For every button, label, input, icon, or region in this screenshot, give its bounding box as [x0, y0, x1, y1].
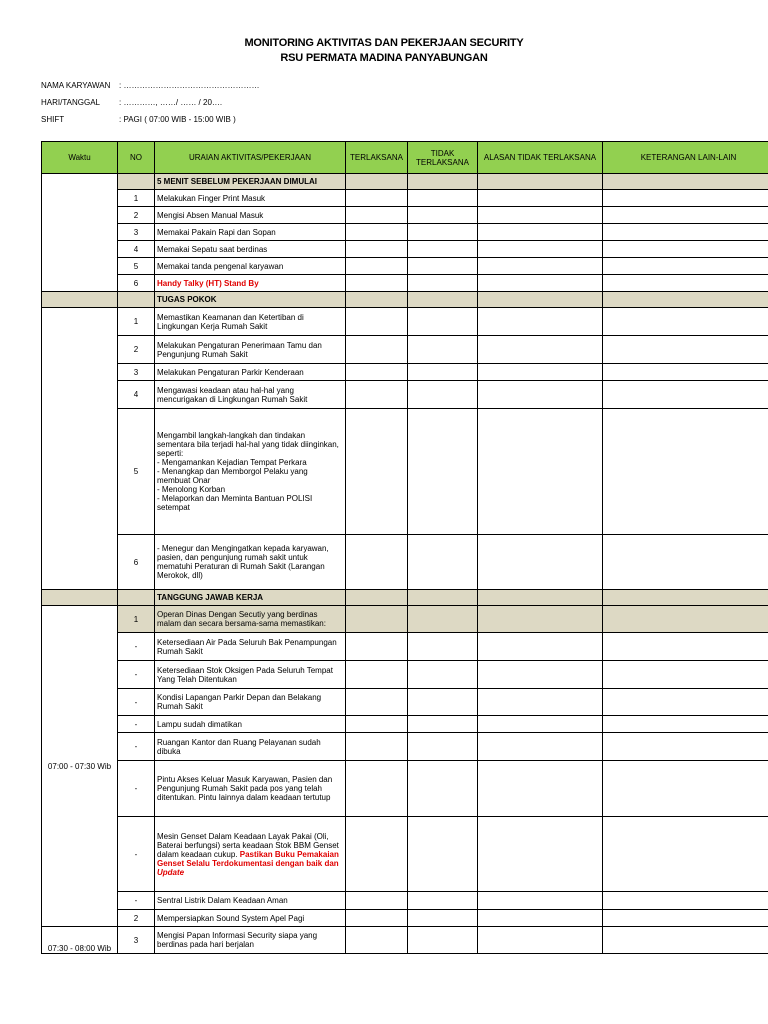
- row-no: -: [118, 633, 155, 661]
- tidak-cell[interactable]: [408, 910, 478, 927]
- alasan-cell[interactable]: [478, 207, 603, 224]
- keterangan-cell[interactable]: [603, 892, 768, 910]
- row-no: 2: [118, 336, 155, 364]
- tidak-cell[interactable]: [408, 633, 478, 661]
- row-no: -: [118, 817, 155, 892]
- row-text: - Menegur dan Mengingatkan kepada karyawan, pasien, dan pengunjung rumah sakit untuk mematuhi Peraturan di Rumah Sakit (Larangan Merokok, dll): [155, 535, 346, 590]
- meta-nama: [41, 81, 259, 90]
- header-no: NO: [118, 142, 155, 174]
- row-text: Mengisi Papan Informasi Security siapa yang berdinas pada hari berjalan: [155, 927, 346, 954]
- keterangan-cell[interactable]: [603, 381, 768, 409]
- row-text: Ruangan Kantor dan Ruang Pelayanan sudah dibuka: [155, 733, 346, 761]
- terlaksana-cell[interactable]: [346, 716, 408, 733]
- keterangan-cell[interactable]: [603, 716, 768, 733]
- row-text-genset: [155, 817, 346, 892]
- table-row: [42, 241, 768, 258]
- tidak-cell[interactable]: [408, 381, 478, 409]
- row-text: Melakukan Pengaturan Penerimaan Tamu dan Pengunjung Rumah Sakit: [155, 336, 346, 364]
- row-no: 5: [118, 258, 155, 275]
- alasan-cell[interactable]: [478, 927, 603, 954]
- table-row: [42, 910, 768, 927]
- row-text: Mempersiapkan Sound System Apel Pagi: [155, 910, 346, 927]
- table-row: [42, 535, 768, 590]
- row-no: 4: [118, 381, 155, 409]
- row-text: Ketersediaan Stok Oksigen Pada Seluruh Tempat Yang Telah Ditentukan: [155, 661, 346, 689]
- tidak-cell[interactable]: [408, 927, 478, 954]
- table-row: [42, 364, 768, 381]
- nama-value: : ……………………………………………: [119, 81, 260, 90]
- section-label: TANGGUNG JAWAB KERJA: [155, 590, 346, 606]
- section-label: 5 MENIT SEBELUM PEKERJAAN DIMULAI: [155, 174, 346, 190]
- table-row: [42, 927, 768, 954]
- tidak-cell[interactable]: [408, 207, 478, 224]
- header-waktu: Waktu: [42, 142, 118, 174]
- keterangan-cell[interactable]: [603, 409, 768, 535]
- tidak-cell[interactable]: [408, 661, 478, 689]
- shift-value: : PAGI ( 07:00 WIB - 15:00 WIB ): [119, 115, 236, 124]
- keterangan-cell[interactable]: [603, 241, 768, 258]
- alasan-cell[interactable]: [478, 409, 603, 535]
- keterangan-cell[interactable]: [603, 308, 768, 336]
- table-row: [42, 733, 768, 761]
- activity-table: [41, 141, 768, 954]
- tidak-cell[interactable]: [408, 892, 478, 910]
- waktu-cell: 07:00 - 07:30 Wib: [42, 606, 118, 927]
- document-subtitle: RSU PERMATA MADINA PANYABUNGAN: [280, 52, 488, 64]
- meta-shift: [41, 115, 236, 124]
- alasan-cell[interactable]: [478, 817, 603, 892]
- terlaksana-cell[interactable]: [346, 633, 408, 661]
- terlaksana-cell[interactable]: [346, 190, 408, 207]
- alasan-cell[interactable]: [478, 910, 603, 927]
- hari-value: : …………, ……/ …… / 20….: [119, 98, 223, 107]
- terlaksana-cell[interactable]: [346, 308, 408, 336]
- row-no: -: [118, 761, 155, 817]
- tidak-cell[interactable]: [408, 258, 478, 275]
- tidak-cell[interactable]: [408, 716, 478, 733]
- genset-text: Mesin Genset Dalam Keadaan Layak Pakai (Oli, Baterai berfungsi) serta keadaan Stok BBM Genset dalam keadaan cukup.: [157, 831, 339, 859]
- alasan-cell[interactable]: [478, 364, 603, 381]
- keterangan-cell[interactable]: [603, 275, 768, 292]
- row-text: Lampu sudah dimatikan: [155, 716, 346, 733]
- alasan-cell[interactable]: [478, 275, 603, 292]
- tidak-cell[interactable]: [408, 761, 478, 817]
- alasan-cell[interactable]: [478, 661, 603, 689]
- tidak-cell[interactable]: [408, 308, 478, 336]
- terlaksana-cell[interactable]: [346, 689, 408, 716]
- row-text: Melakukan Finger Print Masuk: [155, 190, 346, 207]
- row-text: Memastikan Keamanan dan Ketertiban di Lingkungan Kerja Rumah Sakit: [155, 308, 346, 336]
- row-text: Melakukan Pengaturan Parkir Kenderaan: [155, 364, 346, 381]
- keterangan-cell[interactable]: [603, 224, 768, 241]
- header-uraian: URAIAN AKTIVITAS/PEKERJAAN: [155, 142, 346, 174]
- keterangan-cell[interactable]: [603, 258, 768, 275]
- terlaksana-cell[interactable]: [346, 258, 408, 275]
- keterangan-cell[interactable]: [603, 190, 768, 207]
- terlaksana-cell[interactable]: [346, 761, 408, 817]
- terlaksana-cell[interactable]: [346, 927, 408, 954]
- table-row: [42, 336, 768, 364]
- genset-update: Update: [157, 867, 185, 877]
- table-row: [42, 207, 768, 224]
- row-text: Kondisi Lapangan Parkir Depan dan Belakang Rumah Sakit: [155, 689, 346, 716]
- tidak-cell[interactable]: [408, 689, 478, 716]
- table-row: [42, 224, 768, 241]
- alasan-cell[interactable]: [478, 258, 603, 275]
- row-text: Ketersediaan Air Pada Seluruh Bak Penampungan Rumah Sakit: [155, 633, 346, 661]
- alasan-cell[interactable]: [478, 716, 603, 733]
- alasan-cell[interactable]: [478, 336, 603, 364]
- row-text: Operan Dinas Dengan Secutiy yang berdinas malam dan secara bersama-sama memastikan:: [155, 606, 346, 633]
- tidak-cell[interactable]: [408, 409, 478, 535]
- row-no: 6: [118, 535, 155, 590]
- terlaksana-cell[interactable]: [346, 733, 408, 761]
- keterangan-cell[interactable]: [603, 661, 768, 689]
- row-text: Memakai Pakain Rapi dan Sopan: [155, 224, 346, 241]
- row-no: 5: [118, 409, 155, 535]
- row-no: 1: [118, 308, 155, 336]
- terlaksana-cell[interactable]: [346, 364, 408, 381]
- tidak-cell[interactable]: [408, 733, 478, 761]
- header-alasan: ALASAN TIDAK TERLAKSANA: [478, 142, 603, 174]
- row-no: 2: [118, 207, 155, 224]
- alasan-cell[interactable]: [478, 633, 603, 661]
- keterangan-cell[interactable]: [603, 207, 768, 224]
- row-no: -: [118, 733, 155, 761]
- table-row: [42, 308, 768, 336]
- header-keterangan: KETERANGAN LAIN-LAIN: [603, 142, 768, 174]
- row-no: 3: [118, 927, 155, 954]
- header-terlaksana: TERLAKSANA: [346, 142, 408, 174]
- shift-label: SHIFT: [41, 115, 65, 124]
- table-row: [42, 190, 768, 207]
- table-row: [42, 633, 768, 661]
- alasan-cell[interactable]: [478, 190, 603, 207]
- keterangan-cell[interactable]: [603, 535, 768, 590]
- terlaksana-cell[interactable]: [346, 207, 408, 224]
- terlaksana-cell[interactable]: [346, 910, 408, 927]
- keterangan-cell[interactable]: [603, 733, 768, 761]
- table-row: [42, 817, 768, 892]
- alasan-cell[interactable]: [478, 224, 603, 241]
- keterangan-cell[interactable]: [603, 761, 768, 817]
- waktu-cell: [42, 174, 118, 292]
- tidak-cell[interactable]: [408, 275, 478, 292]
- row-no: 4: [118, 241, 155, 258]
- row-no: 2: [118, 910, 155, 927]
- section-row: [42, 590, 768, 606]
- row-no: -: [118, 689, 155, 716]
- row-text: Sentral Listrik Dalam Keadaan Aman: [155, 892, 346, 910]
- section-row: [42, 174, 768, 190]
- table-row: [42, 761, 768, 817]
- alasan-cell[interactable]: [478, 761, 603, 817]
- meta-hari: [41, 98, 222, 107]
- row-text: Mengambil langkah-langkah dan tindakan sementara bila terjadi hal-hal yang tidak diinginkan, seperti: - Mengamankan Kejadian Tempat Perkara - Menangkap dan Memborgol Pelaku yang membuat Onar - Menolong Korban - Melaporkan dan Meminta Bantuan POLISI setempat: [155, 409, 346, 535]
- table-row: [42, 716, 768, 733]
- row-no: 6: [118, 275, 155, 292]
- genset-warning: Pastikan Buku Pemakaian Genset Selalu Terdokumentasi dengan baik dan: [157, 849, 339, 868]
- tidak-cell[interactable]: [408, 190, 478, 207]
- waktu-cell: [42, 308, 118, 590]
- table-row: [42, 258, 768, 275]
- row-no: -: [118, 892, 155, 910]
- alasan-cell[interactable]: [478, 689, 603, 716]
- alasan-cell[interactable]: [478, 733, 603, 761]
- row-text: Mengawasi keadaan atau hal-hal yang mencurigakan di Lingkungan Rumah Sakit: [155, 381, 346, 409]
- terlaksana-cell[interactable]: [346, 535, 408, 590]
- keterangan-cell[interactable]: [603, 364, 768, 381]
- tidak-cell[interactable]: [408, 364, 478, 381]
- row-no: 3: [118, 364, 155, 381]
- row-text: Mengisi Absen Manual Masuk: [155, 207, 346, 224]
- waktu-cell: 07:30 - 08:00 Wib: [42, 927, 118, 954]
- row-text: Pintu Akses Keluar Masuk Karyawan, Pasien dan Pengunjung Rumah Sakit pada pos yang telah ditentukan. Pintu lainnya dalam keadaan tertutup: [155, 761, 346, 817]
- tidak-cell[interactable]: [408, 224, 478, 241]
- tidak-cell[interactable]: [408, 535, 478, 590]
- alasan-cell[interactable]: [478, 535, 603, 590]
- section-label: TUGAS POKOK: [155, 292, 346, 308]
- terlaksana-cell[interactable]: [346, 336, 408, 364]
- table-row: [42, 381, 768, 409]
- tidak-cell[interactable]: [408, 817, 478, 892]
- terlaksana-cell[interactable]: [346, 224, 408, 241]
- row-text: Memakai Sepatu saat berdinas: [155, 241, 346, 258]
- terlaksana-cell[interactable]: [346, 892, 408, 910]
- hari-label: HARI/TANGGAL: [41, 98, 100, 107]
- section-row: [42, 292, 768, 308]
- row-no: 1: [118, 190, 155, 207]
- table-row: [42, 892, 768, 910]
- table-row: [42, 409, 768, 535]
- document-title: MONITORING AKTIVITAS DAN PEKERJAAN SECURITY: [244, 37, 524, 49]
- alasan-cell[interactable]: [478, 308, 603, 336]
- alasan-cell[interactable]: [478, 381, 603, 409]
- keterangan-cell[interactable]: [603, 927, 768, 954]
- row-no: -: [118, 661, 155, 689]
- tidak-cell[interactable]: [408, 241, 478, 258]
- row-no: 3: [118, 224, 155, 241]
- row-text-highlight: Handy Talky (HT) Stand By: [155, 275, 346, 292]
- nama-label: NAMA KARYAWAN: [41, 81, 111, 90]
- keterangan-cell[interactable]: [603, 633, 768, 661]
- row-no: 1: [118, 606, 155, 633]
- keterangan-cell[interactable]: [603, 689, 768, 716]
- terlaksana-cell[interactable]: [346, 661, 408, 689]
- keterangan-cell[interactable]: [603, 336, 768, 364]
- tidak-cell[interactable]: [408, 336, 478, 364]
- table-row: [42, 606, 768, 633]
- table-header-row: [42, 142, 768, 174]
- terlaksana-cell[interactable]: [346, 275, 408, 292]
- table-row: [42, 275, 768, 292]
- table-row: [42, 689, 768, 716]
- terlaksana-cell[interactable]: [346, 241, 408, 258]
- terlaksana-cell[interactable]: [346, 409, 408, 535]
- header-tidak-terlaksana: TIDAK TERLAKSANA: [408, 142, 478, 174]
- keterangan-cell[interactable]: [603, 910, 768, 927]
- table-row: [42, 661, 768, 689]
- row-text: Memakai tanda pengenal karyawan: [155, 258, 346, 275]
- alasan-cell[interactable]: [478, 241, 603, 258]
- terlaksana-cell[interactable]: [346, 381, 408, 409]
- alasan-cell[interactable]: [478, 892, 603, 910]
- keterangan-cell[interactable]: [603, 817, 768, 892]
- terlaksana-cell[interactable]: [346, 817, 408, 892]
- row-no: -: [118, 716, 155, 733]
